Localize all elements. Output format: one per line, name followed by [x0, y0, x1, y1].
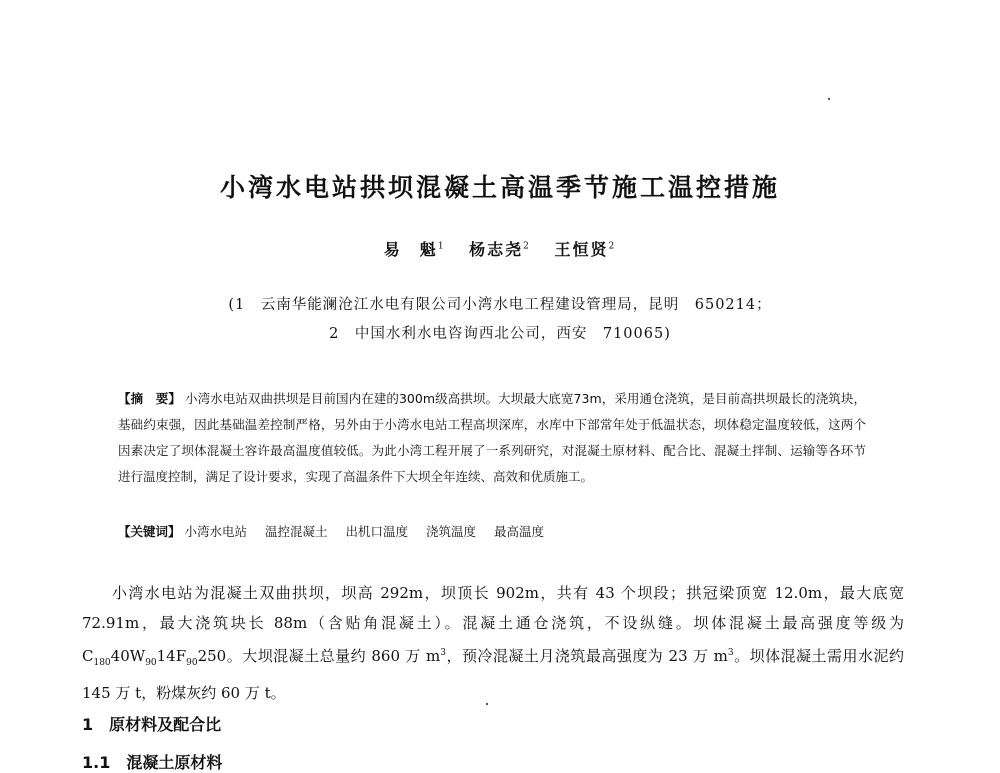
scan-speck	[486, 703, 488, 705]
keyword: 最高温度	[494, 524, 545, 539]
abstract	[118, 386, 866, 490]
author: 杨志尧$^2$	[469, 240, 531, 259]
abstract-text: 小湾水电站双曲拱坝是目前国内在建的300m级高拱坝。大坝最大底宽73m，采用通仓浇筑，是目前高拱坝最长的浇筑块，基础约束强，因此基础温差控制严格，另外由于小湾水电站工程高坝深库，水库中下部常年处于低温状态，坝体稳定温度较低，这两个因素决定了坝体混凝土容许最高温度值较低。为此小湾工程开展了一系列研究，对混凝土原材料、配合比、混凝土拌制、运输等各环节进行温度控制，满足了设计要求，实现了高温条件下大坝全年连续、高效和优质施工。	[118, 391, 866, 484]
keywords	[118, 522, 878, 540]
scan-speck	[828, 98, 830, 100]
affiliation-line-2: 2 中国水利水电咨询西北公司，西安 710065)	[329, 326, 671, 342]
author: 易 魁$^1$	[383, 240, 446, 259]
keyword: 小湾水电站	[184, 524, 248, 539]
keyword: 温控混凝土	[265, 524, 328, 539]
subsection-heading: 1.1 混凝土原材料	[82, 753, 223, 772]
affiliation-line-1: (1 云南华能澜沧江水电有限公司小湾水电工程建设管理局，昆明 650214；	[228, 297, 772, 313]
author-list	[0, 237, 1000, 260]
paper-title: 小湾水电站拱坝混凝土高温季节施工温控措施	[219, 173, 780, 202]
author: 王恒贤$^2$	[554, 240, 617, 259]
keyword: 出机口温度	[345, 524, 409, 539]
keywords-label: 【关键词】	[118, 524, 181, 539]
intro-paragraph: 小湾水电站为混凝土双曲拱坝，坝高 292m，坝顶长 902m，共有 43 个坝段；拱冠梁顶宽 12.0m，最大底宽 72.91m，最大浇筑块长 88m（含贴角混凝土）。混凝土通仓浇筑，不设纵缝。坝体混凝土最高强度等级为 $C_{180}40W_{90}14F_{90}250$。大坝混凝土总量约 860 万 $m^3$，预冷混凝土月浇筑最高强度为 23 万 $m^3$。坝体混凝土需用水泥约 145 万 t，粉煤灰约 60 万 t。	[82, 584, 904, 702]
section-heading: 1 原材料及配合比	[82, 715, 222, 734]
abstract-label: 【摘 要】	[118, 391, 181, 406]
keyword: 浇筑温度	[426, 524, 477, 539]
